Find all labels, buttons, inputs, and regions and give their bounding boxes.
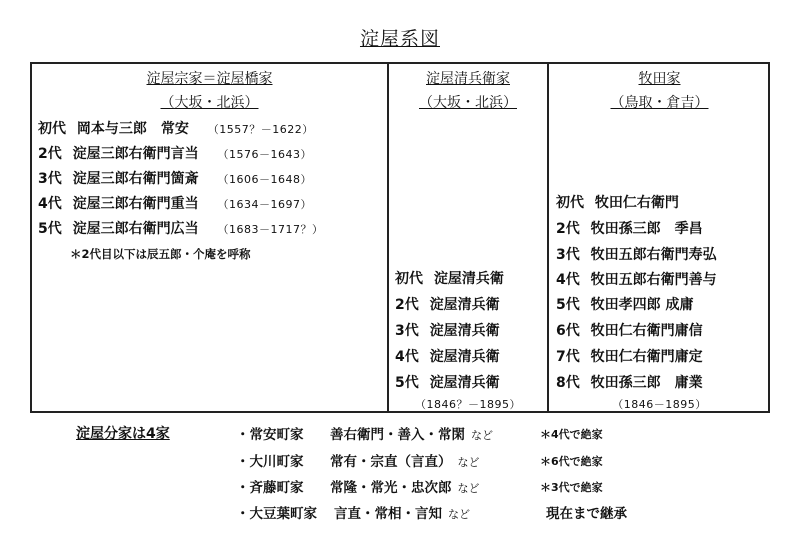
person-name: 牧田孫三郎 庸業	[590, 375, 703, 391]
col2-row	[395, 268, 504, 288]
generation-label: 6代	[556, 323, 580, 339]
person-name: 牧田五郎右衛門寿弘	[590, 247, 717, 263]
col1-heading: 淀屋宗家＝淀屋橋家	[146, 71, 273, 87]
col3-row	[556, 294, 694, 314]
branch-names: 常有・宗直（言直）	[330, 454, 452, 470]
col2-heading: 淀屋清兵衛家	[426, 71, 510, 87]
branch-house: ・常安町家	[236, 427, 304, 443]
col2-row	[395, 372, 500, 392]
person-name: 淀屋清兵衛	[429, 349, 500, 365]
life-years: （1576－1643）	[217, 148, 312, 161]
col3-row	[556, 269, 717, 289]
col1-row	[38, 218, 324, 238]
branch-house: ・大川町家	[236, 454, 304, 470]
person-name: 淀屋三郎右衛門重当	[72, 196, 199, 212]
genealogy-table	[30, 62, 770, 413]
col2-row	[395, 320, 500, 340]
generation-label: 初代	[556, 195, 584, 211]
col3-heading: 牧田家	[638, 71, 681, 87]
generation-label: 7代	[556, 349, 580, 365]
generation-label: 5代	[556, 297, 580, 313]
person-name: 淀屋清兵衛	[429, 297, 500, 313]
person-name: 牧田仁右衛門庸定	[590, 349, 703, 365]
person-name: 淀屋清兵衛	[429, 375, 500, 391]
branch-heading: 淀屋分家は4家	[76, 426, 170, 442]
generation-label: 2代	[395, 297, 419, 313]
person-name: 牧田仁右衛門庸信	[590, 323, 703, 339]
branch-note: ＊3代で絶家	[540, 481, 603, 494]
person-name: 牧田五郎右衛門善与	[590, 272, 717, 288]
branch-members	[330, 450, 480, 470]
person-name: 淀屋三郎右衛門言当	[72, 146, 199, 162]
life-years: （1606－1648）	[217, 173, 312, 186]
generation-label: 4代	[38, 196, 62, 212]
col1-row	[38, 118, 314, 138]
column-divider	[387, 64, 389, 411]
branch-nado: など	[471, 429, 493, 442]
branch-nado: など	[457, 482, 480, 495]
col3-row	[556, 346, 703, 366]
col1-subheading: （大坂・北浜）	[160, 95, 259, 111]
generation-label: 2代	[38, 146, 62, 162]
person-name: 牧田仁右衛門	[594, 195, 679, 211]
generation-label: 3代	[38, 171, 62, 187]
person-name: 淀屋三郎右衛門広当	[72, 221, 199, 237]
person-name: 岡本与三郎 常安	[76, 121, 189, 137]
life-years: （1557？－1622）	[207, 123, 314, 136]
branch-members	[330, 476, 480, 496]
generation-label: 5代	[38, 221, 62, 237]
col2-years: （1846？－1895）	[415, 398, 521, 411]
generation-label: 4代	[556, 272, 580, 288]
generation-label: 4代	[395, 349, 419, 365]
branch-members	[334, 502, 470, 522]
person-name: 淀屋三郎右衛門箇斎	[72, 171, 199, 187]
branch-note: ＊4代で絶家	[540, 428, 603, 441]
generation-label: 2代	[556, 221, 580, 237]
generation-label: 5代	[395, 375, 419, 391]
col3-years: （1846－1895）	[612, 398, 707, 411]
branch-house: ・大豆葉町家	[236, 506, 317, 522]
generation-label: 初代	[395, 271, 423, 287]
col3-row	[556, 320, 703, 340]
col1-row	[38, 143, 312, 163]
branch-names: 善右衛門・善入・常閑	[330, 427, 465, 443]
col2-row	[395, 346, 500, 366]
column-divider	[547, 64, 549, 411]
person-name: 淀屋清兵衛	[429, 323, 500, 339]
col1-row	[38, 193, 312, 213]
life-years: （1683－1717？）	[217, 223, 324, 236]
generation-label: 3代	[556, 247, 580, 263]
branch-nado: など	[448, 508, 470, 521]
branch-members	[330, 423, 493, 443]
col3-row	[556, 218, 703, 238]
branch-house: ・斉藤町家	[236, 480, 304, 496]
col3-subheading: （鳥取・倉吉）	[610, 95, 709, 111]
col3-row	[556, 372, 703, 392]
col1-note: ＊2代目以下は辰五郎・个庵を呼称	[70, 247, 251, 261]
branch-nado: など	[457, 456, 480, 469]
generation-label: 初代	[38, 121, 66, 137]
generation-label: 8代	[556, 375, 580, 391]
branch-names: 言直・常相・言知	[334, 506, 442, 522]
person-name: 牧田孝四郎 成庸	[590, 297, 694, 313]
col3-row	[556, 244, 717, 264]
branch-note: 現在まで継承	[546, 506, 627, 522]
page-title: 淀屋系図	[359, 28, 440, 50]
col1-row	[38, 168, 312, 188]
col2-row	[395, 294, 500, 314]
branch-note: ＊6代で絶家	[540, 455, 603, 468]
col3-row	[556, 192, 679, 212]
generation-label: 3代	[395, 323, 419, 339]
person-name: 淀屋清兵衛	[433, 271, 504, 287]
person-name: 牧田孫三郎 季昌	[590, 221, 703, 237]
col2-subheading: （大坂・北浜）	[419, 95, 517, 111]
life-years: （1634－1697）	[217, 198, 312, 211]
branch-names: 常隆・常光・忠次郎	[330, 480, 452, 496]
